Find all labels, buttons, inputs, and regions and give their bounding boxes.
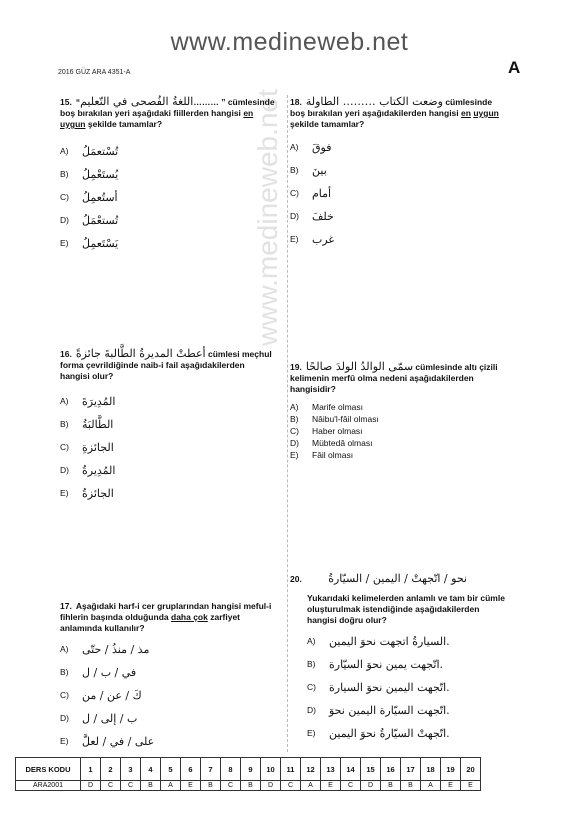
arabic-text: اللغةُ الفُصحى في التّعليم [80,95,194,108]
arabic-text: وضعت الكتاب ……… الطاولة [305,95,443,108]
question-17 [60,601,275,753]
answer-cell: C [101,781,121,791]
option-b[interactable] [60,163,275,186]
option-c[interactable] [290,425,508,437]
option-text: اتّجهت يمين نحوَ السيّارة. [329,658,444,671]
arabic-text: أعطتْ المديرةُ الطَّالبةَ جائزةً [75,347,206,360]
question-number-cell: 19 [441,758,461,781]
question-stem [290,573,508,626]
course-code-cell: ARA2001 [16,781,81,791]
option-label: C) [290,425,299,436]
question-number: 19. [290,362,302,372]
answer-cell: D [261,781,281,791]
option-text: اتّجهت اليمين نحوَ السيارة. [329,681,450,694]
option-label: E) [60,238,69,248]
question-number-cell: 7 [201,758,221,781]
option-label: C) [60,690,69,700]
option-text: اتّجهتْ السيّارةُ نحوَ اليمين. [329,727,450,740]
option-a[interactable] [307,630,508,653]
stem-underlined: en [461,108,471,118]
option-label: B) [60,667,69,677]
answer-cell: B [241,781,261,791]
option-d[interactable] [60,707,275,730]
question-number-cell: 9 [241,758,261,781]
answer-cell: A [161,781,181,791]
question-number: 20. [290,574,302,584]
ders-kodu-header: DERS KODU [16,758,81,781]
stem-text: şekilde tamamlar? [87,119,163,129]
option-label: E) [290,234,299,244]
answer-key-header-row [16,758,481,781]
option-d[interactable] [60,459,275,482]
answer-cell: A [421,781,441,791]
answer-cell: A [301,781,321,791]
option-d[interactable] [60,209,275,232]
question-number: 17. [60,601,72,611]
option-b[interactable] [290,413,508,425]
option-label: C) [290,188,299,198]
option-a[interactable] [60,140,275,163]
option-text: الجائزةُ [82,487,114,500]
question-number-cell: 8 [221,758,241,781]
option-label: A) [290,142,299,152]
option-label: D) [60,215,69,225]
answer-cell: D [81,781,101,791]
option-label: B) [307,659,316,669]
option-text: في / ب / ل [82,666,137,679]
answer-cell: C [221,781,241,791]
option-text: ب / إلى / ل [82,712,138,725]
option-c[interactable] [60,436,275,459]
question-number-cell: 6 [181,758,201,781]
option-e[interactable] [60,482,275,505]
option-label: D) [290,437,299,448]
option-b[interactable] [307,653,508,676]
answer-cell: B [381,781,401,791]
option-text: Haber olması [312,425,363,436]
option-label: A) [60,396,69,406]
answer-cell: E [461,781,481,791]
stem-text: zarfiyet anlamında kullanılır? [60,612,240,633]
option-label: D) [60,465,69,475]
option-label: B) [290,413,299,424]
option-a[interactable] [60,638,275,661]
option-d[interactable] [307,699,508,722]
option-text: السيارةُ اتجهت نحوَ اليمين. [329,635,450,648]
stem-text: cümlesi meçhul forma çevrildiğinde naib-i fail aşağıdakilerden hangisi olur? [60,349,272,381]
answer-cell: E [181,781,201,791]
option-c[interactable] [307,676,508,699]
question-number-cell: 1 [81,758,101,781]
stem-text: cümlesinde altı çizili kelimenin merfû olma nedeni aşağıdakilerden hangisidir? [290,362,498,394]
option-text: أستُعمِلُ [82,191,118,204]
question-number-cell: 4 [141,758,161,781]
option-text: أمام [312,187,332,200]
option-e[interactable] [307,722,508,745]
option-label: D) [290,211,299,221]
answer-cell: C [281,781,301,791]
question-number-cell: 16 [381,758,401,781]
question-number-cell: 3 [121,758,141,781]
option-label: B) [60,169,69,179]
question-18 [290,96,508,251]
question-number-cell: 12 [301,758,321,781]
option-text: Marife olması [312,401,364,412]
answer-key-row [16,781,481,791]
site-url: www.medineweb.net [170,28,409,56]
question-number: 18. [290,97,302,107]
stem-text: cümlesinde boş bırakılan yeri aşağıdakilerden hangisi [290,97,493,118]
stem-text: “ [75,97,81,107]
option-e[interactable] [290,449,508,461]
answer-cell: C [341,781,361,791]
question-number-cell: 2 [101,758,121,781]
stem-text: ……… ” cümlesinde boş bırakılan yeri aşağıdaki fiillerden hangisi [60,97,275,118]
option-text: المُدِيرَةَ [82,395,116,408]
option-text: Nâibu'l-fâil olması [312,413,379,424]
arabic-text: نحو / اتّجهتْ / اليمين / السيّارةُ [328,572,467,585]
question-19 [290,361,508,461]
option-label: A) [290,401,299,412]
option-label: C) [307,682,316,692]
option-a[interactable] [60,390,275,413]
stem-text: Aşağıdaki harf-i cer gruplarından hangisi meful-i fihlerin başında olduğunda [60,601,272,622]
option-b[interactable] [60,661,275,684]
answer-key-table [15,757,481,791]
question-number-cell: 11 [281,758,301,781]
option-text: الجائزةِ [82,441,114,454]
option-label: A) [60,146,69,156]
option-d[interactable] [290,437,508,449]
option-label: A) [307,636,316,646]
option-b[interactable] [60,413,275,436]
option-label: A) [60,644,69,654]
option-text: المُدِيرةُ [82,464,116,477]
stem-underlined: daha çok [171,612,208,622]
option-text: Mübtedâ olması [312,437,373,448]
answer-cell: B [141,781,161,791]
question-number-cell: 17 [401,758,421,781]
question-stem [60,348,275,382]
option-c[interactable] [60,186,275,209]
option-text: غرب [312,233,335,246]
question-16 [60,348,275,505]
question-15 [60,96,275,255]
stem-text: şekilde tamamlar? [290,119,365,129]
option-text: فوقَ [312,141,332,154]
answer-cell: C [121,781,141,791]
option-text: يَسْتَعمِلُ [82,237,119,250]
option-b[interactable] [290,159,508,182]
stem-text: Yukarıdaki kelimelerden anlamlı ve tam bir cümle oluşturulmak istendiğinde aşağıdakilerden hangisi doğru olur? [307,593,505,625]
answer-cell: B [201,781,221,791]
answer-cell: B [401,781,421,791]
question-stem [60,601,275,634]
question-number-cell: 10 [261,758,281,781]
option-e[interactable] [60,730,275,753]
option-text: على / في / لعلَّ [82,735,155,748]
question-stem [290,96,508,130]
option-d[interactable] [290,205,508,228]
question-number-cell: 15 [361,758,381,781]
option-label: E) [290,449,299,460]
question-number-cell: 14 [341,758,361,781]
option-a[interactable] [290,401,508,413]
option-label: E) [60,488,69,498]
option-text: كَ / عن / من [82,689,142,702]
option-a[interactable] [290,136,508,159]
stem-underlined: uygun [473,108,499,118]
option-text: يُستَعْمِلُ [82,168,119,181]
question-number-cell: 20 [461,758,481,781]
question-number-cell: 18 [421,758,441,781]
question-stem [290,361,508,395]
option-label: B) [290,165,299,175]
option-text: مذ / منذُ / حتّى [82,643,150,656]
stem-underlined: en uygun [60,108,254,129]
option-text: الطَّالبَةُ [82,418,114,431]
option-text: تُستعْمَلُ [82,214,119,227]
question-20 [290,573,508,745]
option-label: E) [60,736,69,746]
option-label: D) [307,705,316,715]
option-c[interactable] [60,684,275,707]
option-text: خلفَ [312,210,334,223]
option-label: C) [60,192,69,202]
option-label: C) [60,442,69,452]
answer-cell: D [361,781,381,791]
option-text: بينَ [312,164,327,177]
question-stem [60,96,275,130]
answer-cell: E [441,781,461,791]
option-text: Fâil olması [312,449,354,460]
option-c[interactable] [290,182,508,205]
option-text: اتّجهت السيّارة اليمين نحوَ. [329,704,450,717]
question-number-cell: 5 [161,758,181,781]
option-label: B) [60,419,69,429]
option-label: E) [307,728,316,738]
question-number: 15. [60,97,72,107]
exam-code: 2016 GÜZ ARA 4351-A [58,69,131,76]
option-e[interactable] [290,228,508,251]
booklet-letter: A [508,58,521,77]
question-number: 16. [60,349,72,359]
option-label: D) [60,713,69,723]
question-number-cell: 13 [321,758,341,781]
answer-cell: E [321,781,341,791]
column-divider [287,95,288,752]
option-text: تُسْتعمَلُ [82,145,119,158]
arabic-text: سمّى الوالدُ الولدَ صالحًا [305,360,414,373]
option-e[interactable] [60,232,275,255]
